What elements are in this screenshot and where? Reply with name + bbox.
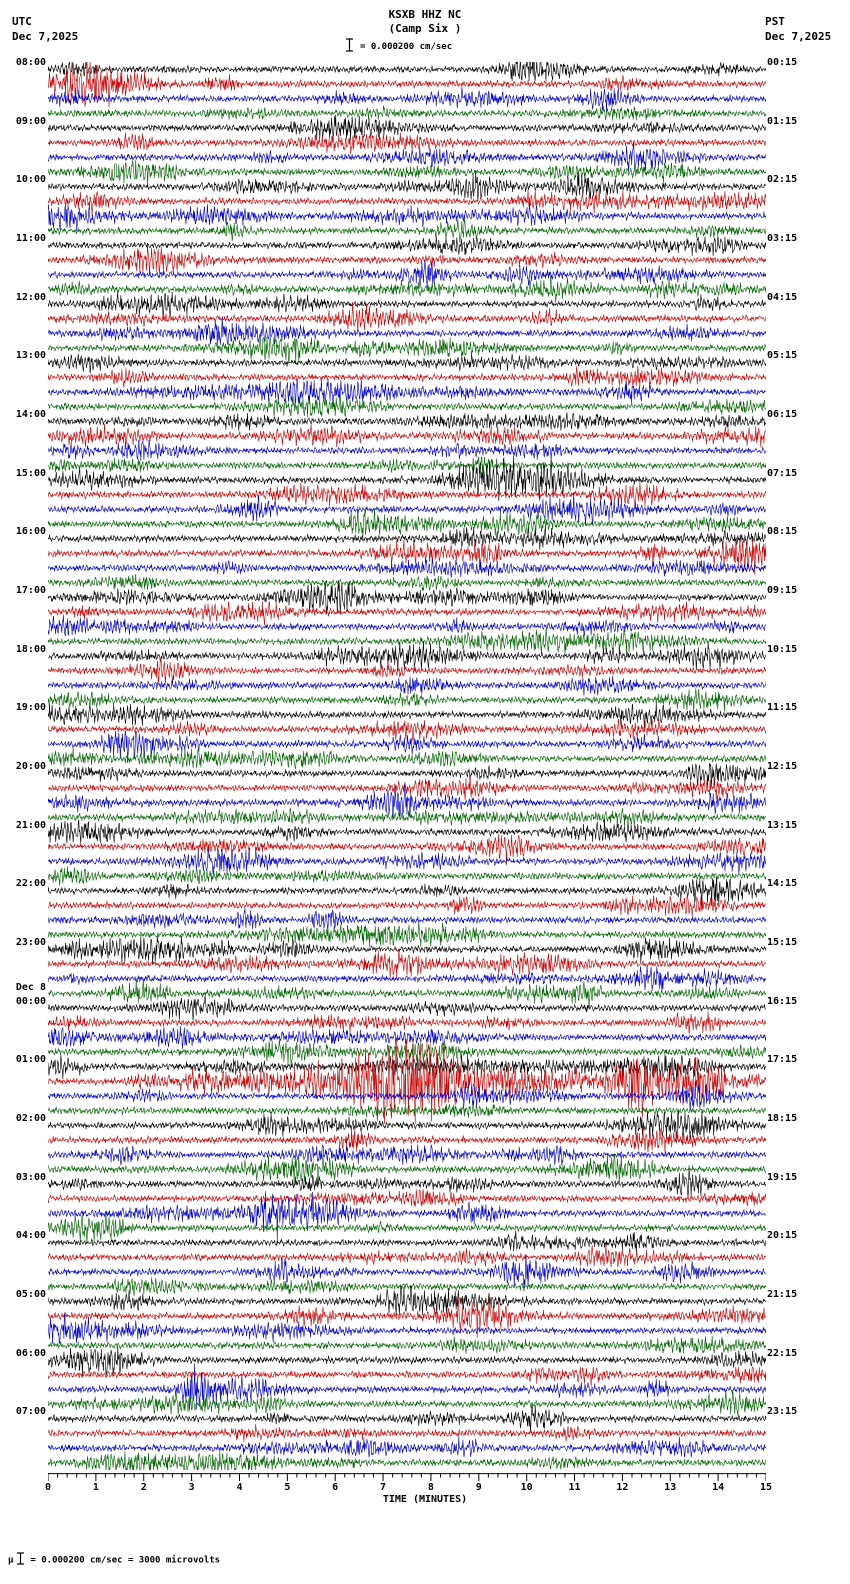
left-time-label: 05:00 (15, 1289, 46, 1300)
trace-line (48, 1245, 766, 1267)
trace-line (48, 440, 766, 461)
x-axis-title: TIME (MINUTES) (382, 1494, 468, 1505)
x-axis-tick-label: 12 (616, 1482, 629, 1493)
trace-line (48, 316, 766, 346)
trace-line (48, 1451, 766, 1470)
trace-line (48, 1314, 766, 1344)
trace-line (48, 615, 766, 636)
right-time-label: 11:15 (767, 702, 798, 714)
footer-mu-symbol: µ (8, 1555, 14, 1566)
left-time-label: 15:00 (15, 467, 46, 479)
right-time-label: 14:15 (767, 878, 798, 890)
x-axis-tick-label: 14 (712, 1482, 725, 1493)
right-time-label: 04:15 (767, 291, 798, 303)
left-time-label: 13:00 (15, 350, 46, 362)
right-time-label: 08:15 (767, 526, 798, 538)
x-axis-tick-label: 0 (44, 1482, 52, 1493)
scale-bar-icon (345, 38, 354, 55)
left-time-label: 16:00 (15, 526, 46, 538)
trace-line (48, 775, 766, 800)
trace-line (48, 482, 766, 508)
trace-line (48, 877, 766, 906)
trace-line (48, 189, 766, 216)
x-axis-ticks (48, 1473, 766, 1485)
x-axis-tick-label: 8 (427, 1482, 434, 1493)
left-time-label: 18:00 (15, 643, 46, 655)
left-time-label: 00:00 (15, 995, 46, 1007)
left-time-label: 21:00 (15, 819, 46, 831)
trace-line (48, 88, 766, 112)
trace-line (48, 507, 766, 537)
right-time-label: 10:15 (767, 643, 798, 655)
trace-line (48, 172, 766, 200)
left-timezone-label: UTC (12, 15, 32, 28)
trace-line (48, 895, 766, 916)
trace-line (48, 676, 766, 696)
right-time-label: 19:15 (767, 1171, 798, 1183)
right-time-label: 12:15 (767, 761, 798, 772)
trace-line (48, 659, 766, 684)
footer-scale-text: = 0.000200 cm/sec = 3000 microvolts (30, 1555, 221, 1566)
right-time-axis (767, 57, 850, 1470)
x-axis-tick-label: 6 (332, 1482, 339, 1493)
x-axis-tick-label: 5 (284, 1482, 291, 1493)
right-time-label: 05:15 (767, 350, 798, 362)
trace-line (48, 921, 766, 947)
trace-line (48, 748, 766, 769)
footer-scale (8, 1552, 220, 1568)
trace-line (48, 106, 766, 121)
right-timezone-label: PST (765, 15, 785, 28)
x-axis-tick-label: 7 (380, 1482, 387, 1493)
right-time-label: 20:15 (767, 1230, 798, 1242)
trace-line (48, 1437, 766, 1458)
trace-line (48, 132, 766, 153)
right-time-label: 22:15 (767, 1347, 798, 1359)
scale-reference (345, 38, 452, 55)
trace-line (48, 457, 766, 475)
trace-line (48, 379, 766, 407)
helicorder-plot (48, 62, 766, 1470)
trace-line (48, 1144, 766, 1165)
trace-line (48, 1424, 766, 1442)
left-time-label: 14:00 (15, 409, 46, 420)
x-axis-tick-label: 10 (520, 1482, 533, 1493)
x-axis-tick-label: 11 (568, 1482, 581, 1493)
right-time-label: 21:15 (767, 1289, 798, 1300)
left-time-axis (0, 57, 48, 1470)
trace-line (48, 1231, 766, 1252)
right-time-label: 02:15 (767, 174, 798, 186)
right-time-label: 00:15 (767, 57, 798, 68)
x-axis-tick-label: 9 (475, 1482, 482, 1493)
trace-line (48, 1128, 766, 1153)
left-time-label: 07:00 (15, 1406, 46, 1418)
right-time-label: 09:15 (767, 585, 798, 596)
trace-line (48, 62, 766, 82)
right-time-label: 03:15 (767, 233, 798, 244)
left-time-label: 08:00 (15, 57, 46, 68)
x-axis-tick-label: 15 (759, 1482, 773, 1493)
trace-line (48, 559, 766, 578)
header (0, 0, 850, 60)
left-time-label: 10:00 (15, 174, 46, 186)
left-time-label: 20:00 (15, 761, 46, 772)
left-time-label: 06:00 (15, 1347, 46, 1359)
left-time-label: 23:00 (15, 937, 46, 948)
trace-line (48, 396, 766, 418)
right-time-label: 15:15 (767, 937, 798, 948)
left-date-label: Dec 7,2025 (12, 30, 79, 43)
left-time-label: 04:00 (15, 1230, 46, 1242)
trace-line (48, 1277, 766, 1296)
x-axis-tick-label: 13 (664, 1482, 677, 1493)
trace-line (48, 1285, 766, 1316)
trace-line (48, 354, 766, 374)
left-time-label: 02:00 (15, 1113, 46, 1124)
right-time-label: 07:15 (767, 467, 798, 479)
trace-line (48, 276, 766, 302)
trace-line (48, 763, 766, 787)
x-axis-tick-label: 3 (188, 1482, 195, 1493)
trace-line (48, 219, 766, 243)
scale-text: = 0.000200 cm/sec (360, 42, 453, 52)
station-title: KSXB HHZ NC (388, 8, 462, 21)
right-time-label: 06:15 (767, 409, 798, 420)
left-time-label: 01:00 (15, 1054, 46, 1066)
trace-line (48, 641, 766, 671)
right-time-label: 01:15 (767, 115, 798, 127)
header-title-block (0, 8, 850, 36)
x-axis-tick-label: 2 (140, 1482, 147, 1493)
right-time-label: 23:15 (767, 1406, 798, 1418)
right-time-label: 16:15 (767, 995, 798, 1007)
trace-line (48, 834, 766, 865)
x-axis-tick-label: 1 (92, 1482, 99, 1493)
trace-line (48, 1405, 766, 1433)
site-title: (Camp Six ) (388, 22, 462, 35)
trace-line (48, 688, 766, 711)
footer-scale-bar-icon (16, 1552, 25, 1568)
trace-line (48, 1336, 766, 1354)
trace-line (48, 1026, 766, 1049)
trace-line (48, 996, 766, 1021)
trace-line (48, 849, 766, 875)
trace-line (48, 819, 766, 844)
trace-line (48, 1012, 766, 1034)
trace-line (48, 935, 766, 964)
right-time-label: 18:15 (767, 1113, 798, 1124)
trace-line (48, 365, 766, 389)
right-time-label: 17:15 (767, 1054, 798, 1066)
seismic-traces (48, 62, 766, 1470)
left-time-label: 03:00 (15, 1171, 46, 1183)
left-time-label: 17:00 (15, 585, 46, 596)
trace-line (48, 337, 766, 364)
right-date-label: Dec 7,2025 (765, 30, 832, 43)
trace-line (48, 1367, 766, 1387)
trace-line (48, 908, 766, 929)
trace-line (48, 1081, 766, 1111)
header-right-timezone-block (765, 14, 831, 44)
trace-line (48, 1189, 766, 1206)
trace-line (48, 979, 766, 1008)
left-time-label: 11:00 (15, 233, 46, 244)
left-time-label: 12:00 (15, 291, 46, 303)
x-axis-tick-label: 4 (236, 1482, 243, 1493)
left-time-label: 22:00 (15, 878, 46, 890)
right-time-label: 13:15 (767, 819, 798, 831)
left-time-label: 19:00 (15, 702, 46, 714)
left-day-marker: Dec 8 (15, 981, 46, 993)
trace-line (48, 574, 766, 591)
trace-line (48, 412, 766, 430)
left-time-label: 09:00 (15, 115, 46, 127)
